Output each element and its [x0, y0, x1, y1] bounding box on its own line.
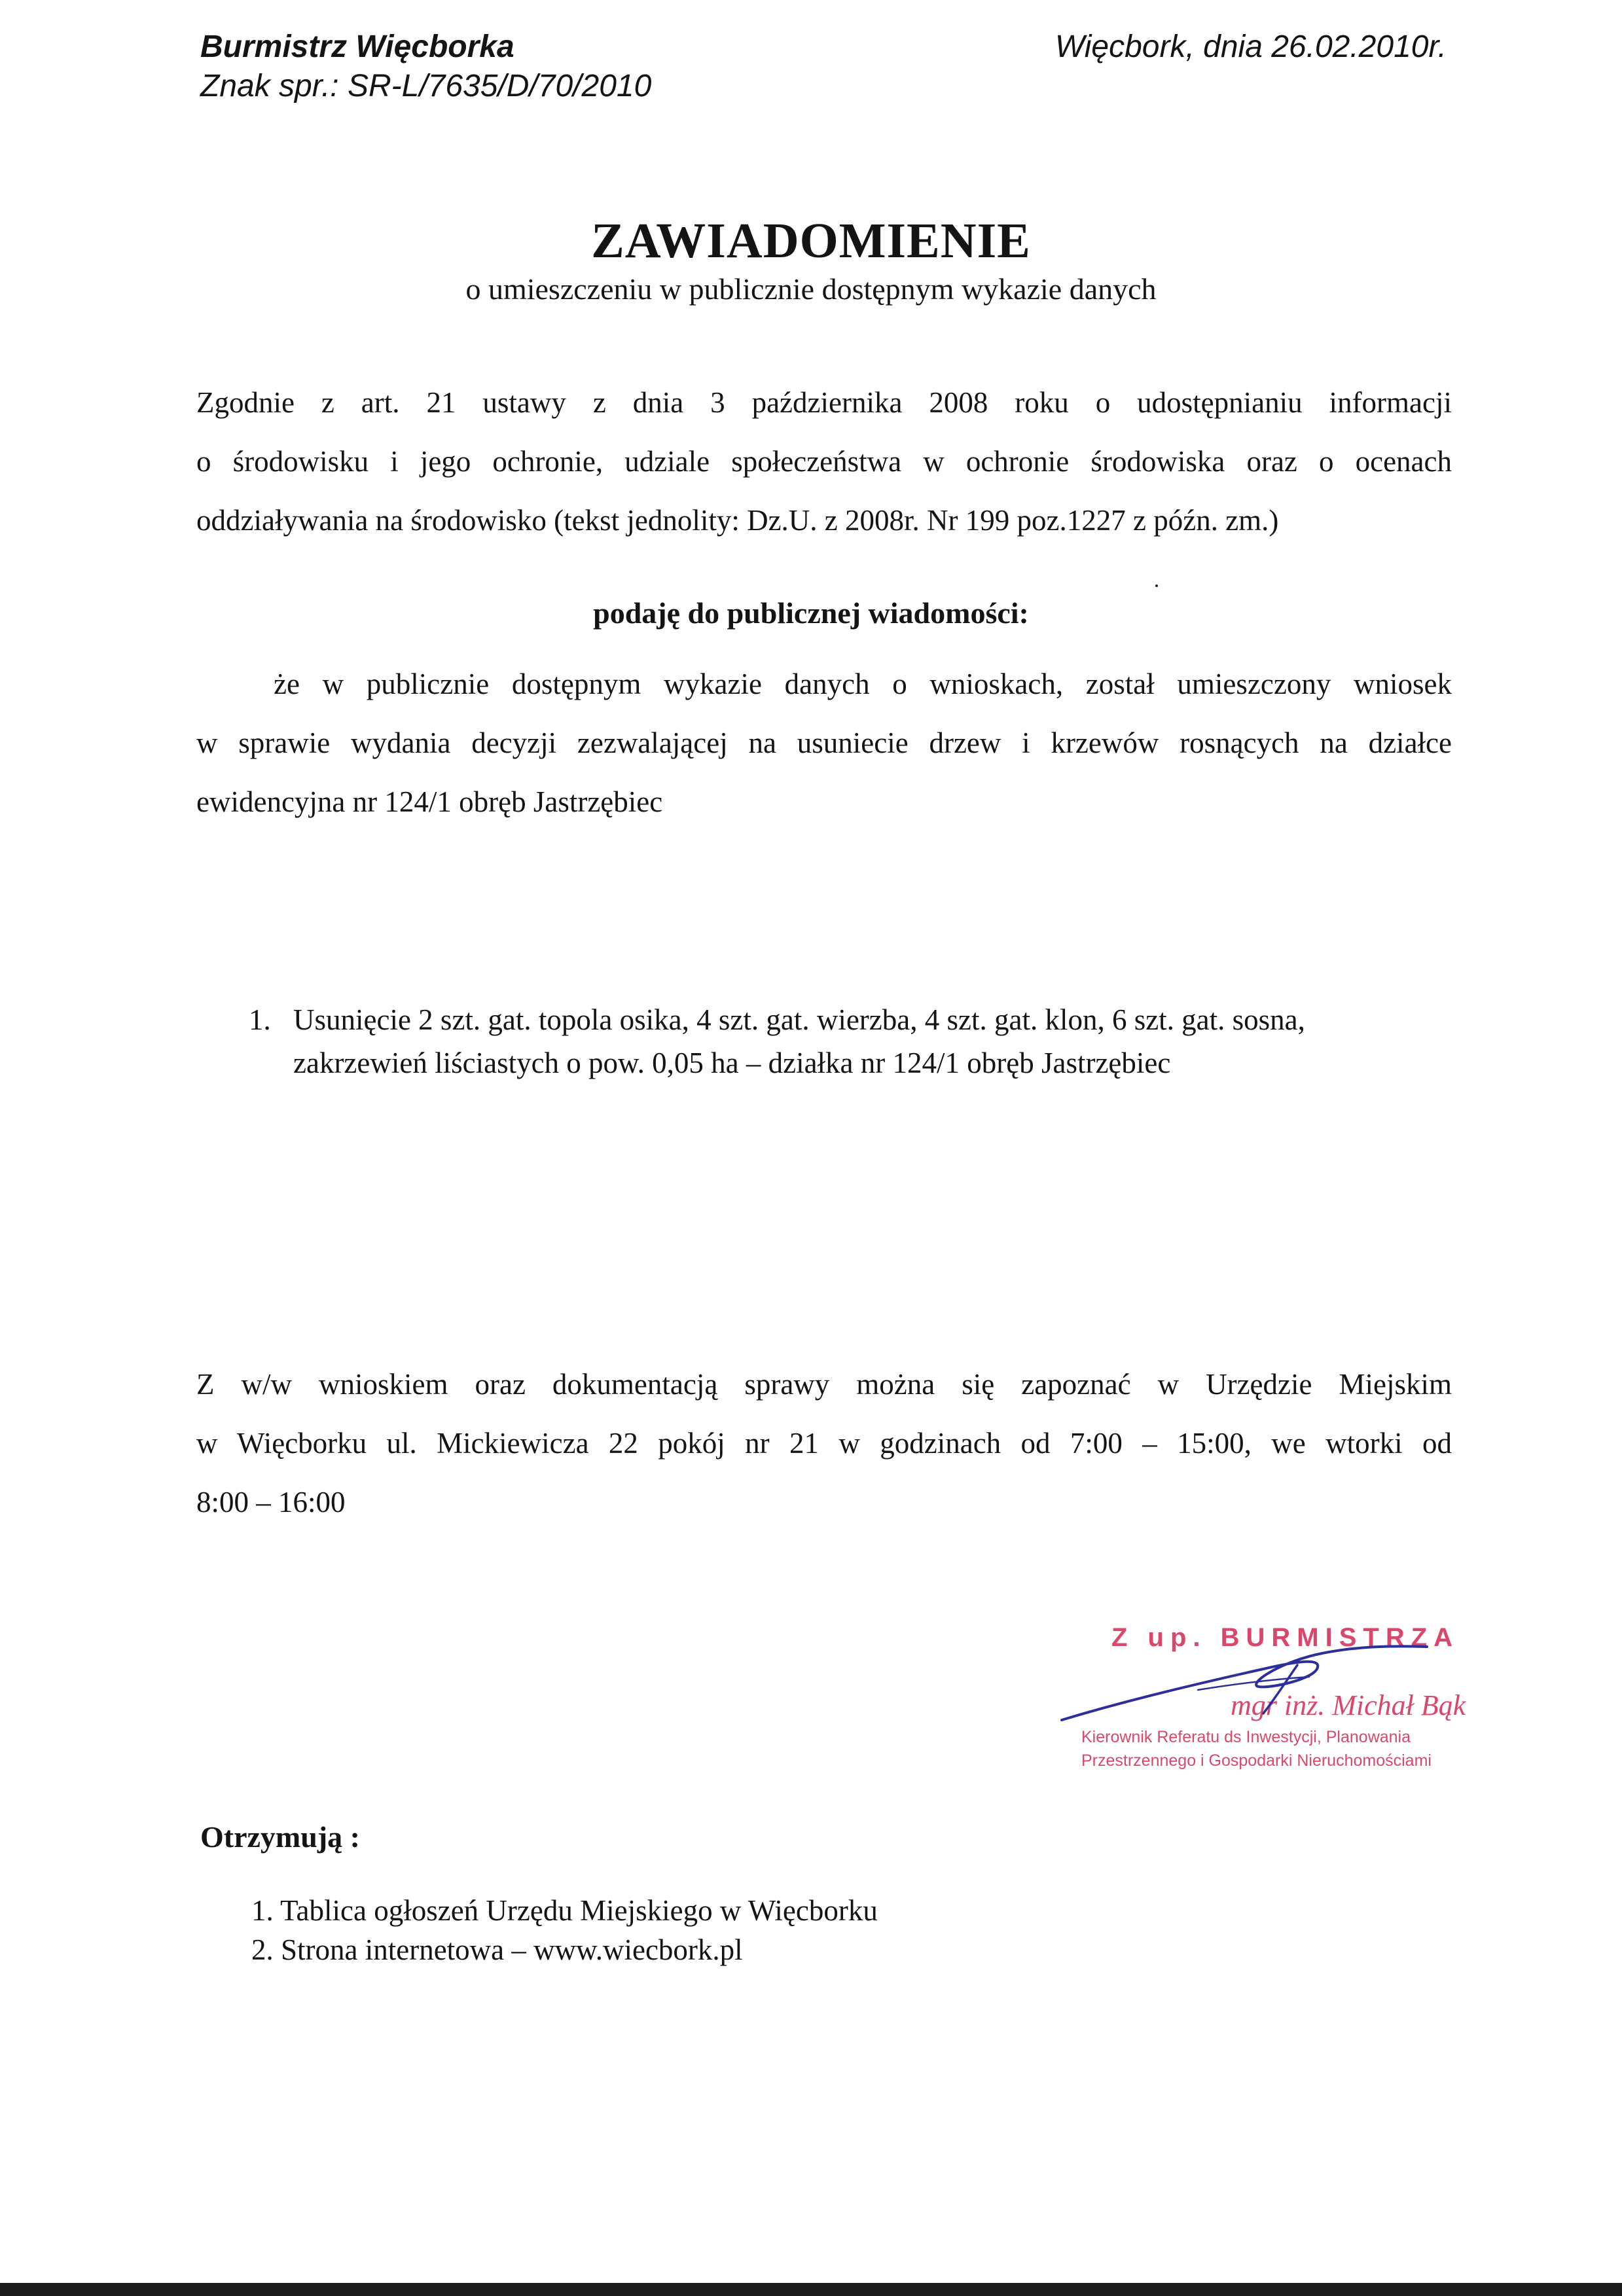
list-item-line: zakrzewień liściastych o pow. 0,05 ha – działka nr 124/1 obręb Jastrzębiec: [293, 1047, 1171, 1079]
legal-basis-paragraph: [196, 373, 1452, 550]
paragraph-line: o środowisku i jego ochronie, udziale społeczeństwa w ochronie środowiska oraz o ocenach: [196, 445, 1452, 478]
paragraph-line: w sprawie wydania decyzji zezwalającej na usuniecie drzew i krzewów rosnących na działce: [196, 726, 1452, 759]
list-item-number: 1.: [249, 1003, 271, 1036]
stamp-department-line: Przestrzennego i Gospodarki Nieruchomościami: [1081, 1751, 1432, 1770]
case-reference: Znak spr.: SR-L/7635/D/70/2010: [200, 69, 652, 103]
place-and-date: Więcbork, dnia 26.02.2010r.: [1054, 29, 1447, 64]
paragraph-line: w Więcborku ul. Mickiewicza 22 pokój nr 21 w godzinach od 7:00 – 15:00, we wtorki od: [196, 1427, 1452, 1460]
issuer-name: Burmistrz Więcborka: [200, 29, 514, 64]
list-item-line: Usunięcie 2 szt. gat. topola osika, 4 szt. gat. wierzba, 4 szt. gat. klon, 6 szt. gat. sosna,: [293, 1003, 1305, 1036]
stamp-authority-line: Z up. BURMISTRZA: [1111, 1623, 1460, 1652]
recipient-item: 2. Strona internetowa – www.wiecbork.pl: [251, 1933, 743, 1966]
paragraph-line: ewidencyjna nr 124/1 obręb Jastrzębiec: [196, 785, 663, 818]
paragraph-line: że w publicznie dostępnym wykazie danych o wnioskach, został umieszczony wniosek: [274, 668, 1452, 700]
paragraph-line: Zgodnie z art. 21 ustawy z dnia 3 października 2008 roku o udostępnianiu informacji: [196, 386, 1452, 419]
recipient-item: 1. Tablica ogłoszeń Urzędu Miejskiego w Więcborku: [251, 1894, 878, 1927]
paragraph-line: 8:00 – 16:00: [196, 1486, 346, 1518]
paragraph-line: Z w/w wnioskiem oraz dokumentacją sprawy można się zapoznać w Urzędzie Miejskim: [196, 1368, 1452, 1401]
announcement-heading: podaję do publicznej wiadomości:: [593, 596, 1029, 630]
office-info-paragraph: [196, 1355, 1452, 1532]
handwritten-signature: [1047, 1617, 1466, 1774]
document-title: ZAWIADOMIENIE: [591, 213, 1031, 268]
stamp-position-line: Kierownik Referatu ds Inwestycji, Planowania: [1081, 1728, 1411, 1746]
notice-paragraph: [196, 655, 1452, 831]
recipients-heading: Otrzymują :: [200, 1820, 360, 1854]
scan-speck: [1155, 584, 1158, 587]
paragraph-line: oddziaływania na środowisko (tekst jednolity: Dz.U. z 2008r. Nr 199 poz.1227 z późn. zm.): [196, 504, 1279, 537]
stamp-signatory: mgr inż. Michał Bąk: [1231, 1689, 1466, 1721]
scan-edge-bar: [0, 2283, 1622, 2296]
document-subtitle: o umieszczeniu w publicznie dostępnym wykazie danych: [465, 272, 1157, 306]
